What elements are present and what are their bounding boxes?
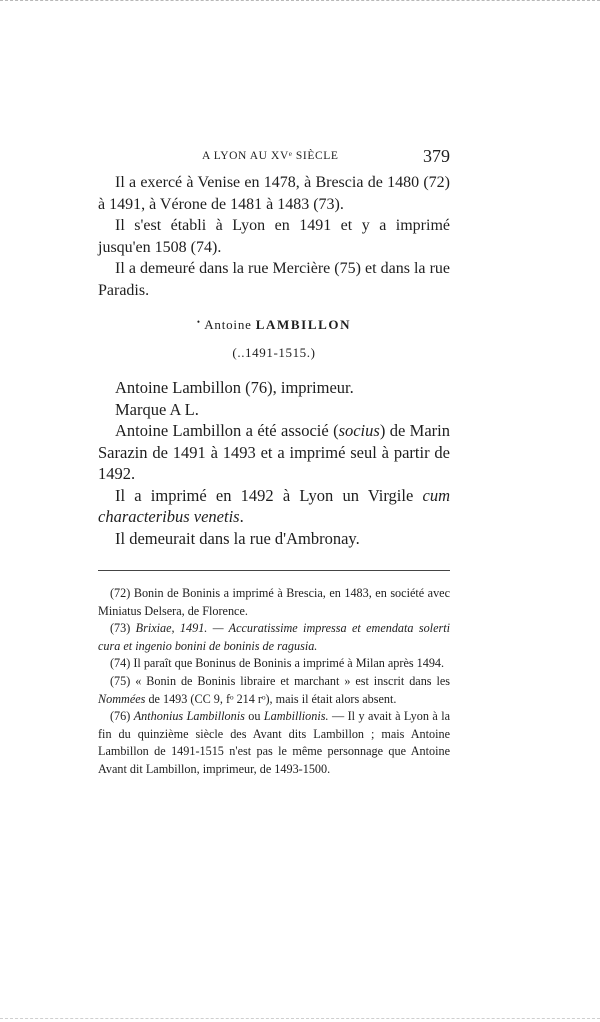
- footnote-76: [98, 708, 450, 778]
- footnote-74: (74) Il paraît que Boninus de Boninis a imprimé à Milan après 1494.: [110, 656, 445, 671]
- footnote-73-italic: Brixiae, 1491. — Accuratissime impressa et emendata solerti cura et ingenio bonini de boninis de ragusia.: [98, 621, 450, 653]
- virgile-text-1: Il a imprimé en 1492 à Lyon un Virgile: [115, 485, 423, 505]
- paragraph-marque: Marque A L.: [115, 399, 199, 419]
- section-1-body: [98, 172, 450, 301]
- paragraph-venise: Il a exercé à Venise en 1478, à Brescia de 1480 (72) à 1491, à Vérone de 1481 à 1483 (73).: [98, 174, 450, 213]
- page-number: 379: [423, 146, 450, 166]
- running-head: [180, 148, 450, 166]
- footnote-73-number: (73): [110, 621, 136, 636]
- footnote-76-italic-1: Anthonius Lambillonis: [133, 709, 245, 724]
- footnote-76-number: (76): [110, 709, 134, 724]
- associe-italic: socius: [338, 421, 380, 440]
- paragraph-lyon: Il s'est établi à Lyon en 1491 et y a imprimé jusqu'en 1508 (74).: [98, 217, 450, 256]
- footnote-75-italic: Nommées: [98, 691, 146, 706]
- footnote-75: [98, 673, 450, 708]
- footnote-72: (72) Bonin de Boninis a imprimé à Brescia, en 1483, en société avec Miniatus Delsera, de Florence.: [98, 586, 450, 618]
- paragraph-imprimeur: Antoine Lambillon (76), imprimeur.: [115, 378, 354, 397]
- top-page-edge: [0, 0, 600, 2]
- heading-surname: LAMBILLON: [255, 317, 352, 332]
- paragraph-virgile: [98, 485, 450, 528]
- footnote-76-mid: ou: [244, 709, 264, 724]
- section-2-body: [98, 377, 450, 549]
- footnote-76-italic-2: Lambillionis.: [263, 709, 329, 724]
- virgile-italic: cum characteribus venetis: [98, 485, 450, 526]
- footnote-75-text-1: (75) « Bonin de Boninis libraire et marchant » est inscrit dans les: [110, 673, 450, 688]
- paragraph-rue-merciere: Il a demeuré dans la rue Mercière (75) et dans la rue Paradis.: [98, 260, 450, 299]
- paragraph-ambronay: Il demeurait dans la rue d'Ambronay.: [115, 528, 360, 548]
- footnote-76-rest: — Il y avait à Lyon à la fin du quinzième siècle des Avant dits Lambillon ; mais Antoine Lambillon de 1491-1515 n'est pas le même personnage que Antoine Avant dit Lambillon, imprimeur, de 1493-1500.: [98, 709, 450, 776]
- footnotes: [98, 585, 450, 779]
- section-dates: (..1491-1515.): [232, 345, 316, 360]
- paragraph-associe: [98, 420, 450, 485]
- associe-text-1: Antoine Lambillon a été associé (: [115, 421, 339, 440]
- footnote-73: [98, 620, 450, 655]
- bottom-page-edge: [0, 1018, 600, 1020]
- footnote-rule: [98, 570, 450, 571]
- footnote-75-text-2: de 1493 (CC 9, fᵒ 214 rᵒ), mais il était alors absent.: [145, 691, 397, 706]
- heading-forename: Antoine: [204, 317, 252, 332]
- running-title: A LYON AU XVᵉ SIÈCLE: [202, 150, 339, 162]
- virgile-text-2: .: [239, 507, 244, 526]
- heading-bullet: •: [196, 317, 201, 327]
- section-heading: [98, 317, 450, 333]
- associe-text-2: ) de Marin Sarazin de 1491 à 1493 et a imprimé seul à partir de 1492.: [98, 421, 450, 483]
